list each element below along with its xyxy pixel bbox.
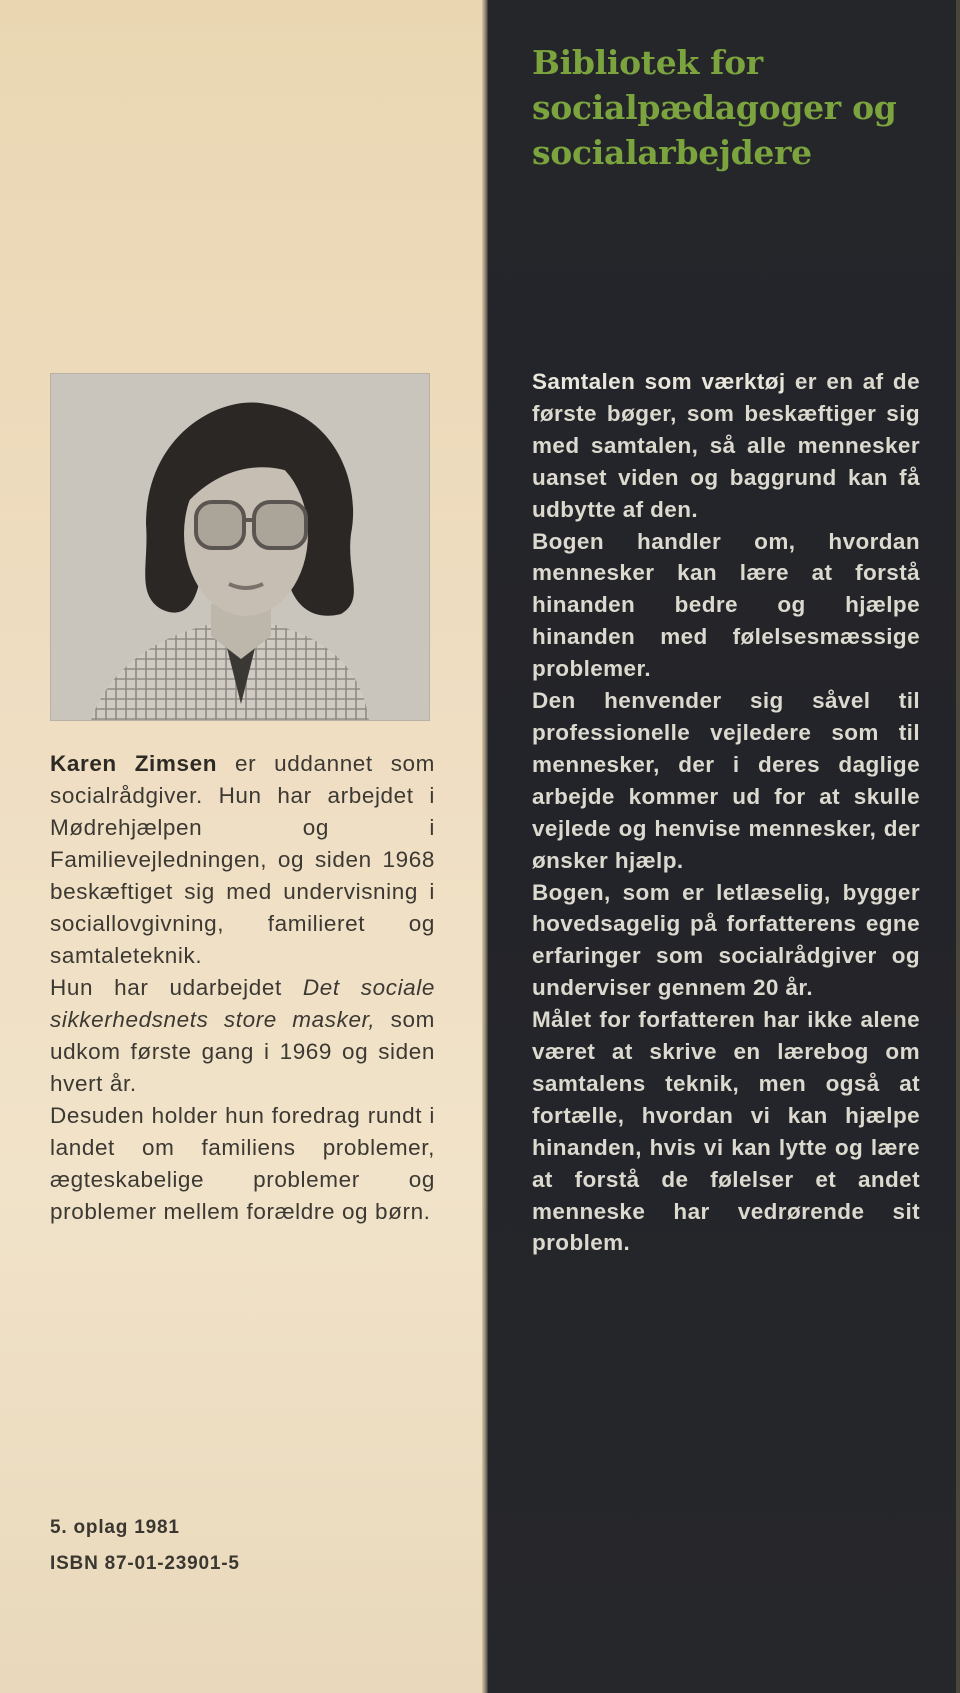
description-paragraph-4: Bogen, som er letlæselig, bygger hovedsagelig på forfatterens egne erfaringer som socialrådgiver og underviser gennem 20 år. (532, 879, 920, 1001)
isbn-line: ISBN 87-01-23901-5 (50, 1553, 240, 1574)
bio-paragraph-3: Desuden holder hun foredrag rundt i landet om familiens problemer, ægteskabelige problemer og problemer mellem forældre og børn. (50, 1103, 435, 1224)
book-description (532, 366, 920, 1259)
book-title-lead: Samtalen som værktøj (532, 369, 786, 394)
bio-book-title: Det sociale sikkerhedsnets store masker, (50, 975, 435, 1032)
author-bio (50, 748, 435, 1228)
bio-paragraph-2-text-a: Hun har udarbejdet (50, 975, 303, 1000)
bio-paragraph-2 (50, 972, 435, 1100)
bio-paragraph-2-text-b: som udkom første gang i 1969 og siden hvert år. (50, 1007, 435, 1096)
description-paragraph-2: Bogen handler om, hvordan mennesker kan lære at forstå hinanden bedre og hjælpe hinanden med følelsesmæssige problemer. (532, 528, 920, 682)
author-portrait-photo (50, 373, 430, 721)
series-title (532, 40, 942, 175)
series-title-line-3: socialarbejdere (532, 133, 812, 172)
cover-edge (956, 0, 960, 1693)
description-paragraph-5: Målet for forfatteren har ikke alene været at skrive en lærebog om samtalens teknik, men også at fortælle, hvordan vi kan hjælpe hinanden, hvis vi kan lytte og lære at forstå de følelser et andet menneske har vedrørende sit problem. (532, 1007, 920, 1256)
imprint (50, 1510, 240, 1582)
author-portrait-icon (51, 374, 429, 720)
description-paragraph-3: Den henvender sig såvel til professionelle vejledere som til mennesker, der i deres daglige arbejde kommer ud for at skulle vejlede og henvise mennesker, der ønsker hjælp. (532, 688, 920, 873)
series-title-line-1: Bibliotek for (532, 43, 763, 82)
description-paragraph-1 (532, 366, 920, 526)
author-name: Karen Zimsen (50, 751, 218, 776)
edition-line: 5. oplag 1981 (50, 1517, 180, 1538)
bio-paragraph-1 (50, 748, 435, 972)
description-paragraph-1-text: er en af de første bøger, som beskæftiger sig med samtalen, så alle mennesker uanset viden og baggrund kan få udbytte af den. (532, 369, 920, 522)
bio-paragraph-1-text: er uddannet som socialrådgiver. Hun har arbejdet i Mødrehjælpen og i Familievejledningen, og siden 1968 beskæftiget sig med undervisning i sociallovgivning, familieret og samtaleteknik. (50, 751, 435, 968)
series-title-line-2: socialpædagoger og (532, 88, 897, 127)
